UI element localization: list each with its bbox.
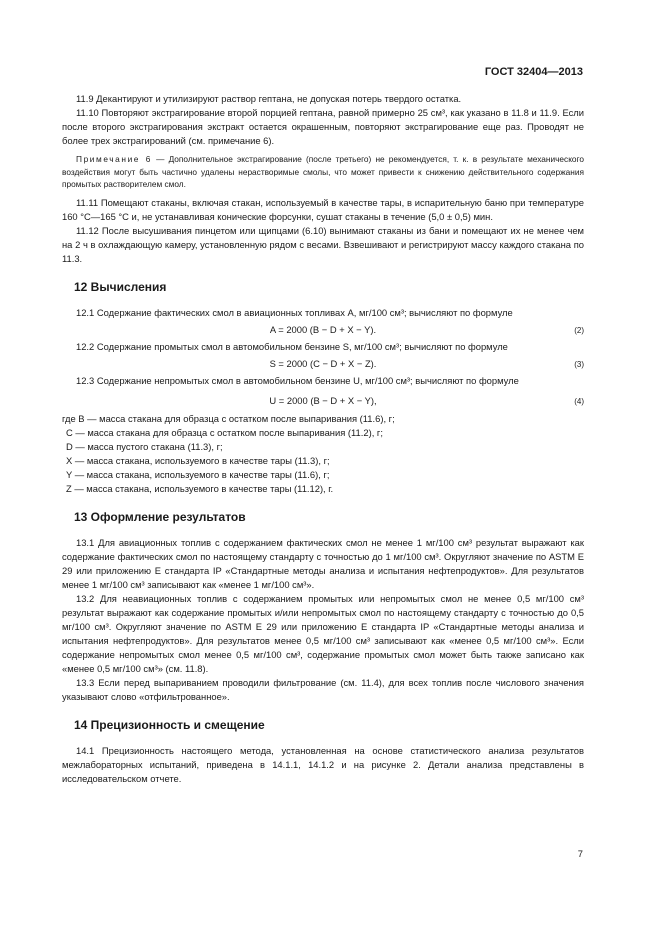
page-number: 7 (577, 848, 583, 859)
definition-c: C — масса стакана для образца с остатком после выпаривания (11.2), г; (66, 426, 383, 438)
formula-2-expression: A = 2000 (B − D + X − Y). (269, 323, 377, 335)
paragraph-13-3: 13.3 Если перед выпариванием проводили фильтрование (см. 11.4), для всех топлив после числового значения указывают слово «отфильтрованное». (62, 676, 584, 702)
definition-y: Y — масса стакана, используемого в качестве тары (11.6), г; (66, 468, 330, 480)
variable-definitions (62, 412, 584, 496)
document-header: ГОСТ 32404—2013 (484, 66, 583, 78)
formula-3-number: (3) (574, 359, 584, 369)
note-6-label: Примечание 6 (76, 154, 152, 164)
paragraph-12-2: 12.2 Содержание промытых смол в автомобильном бензине S, мг/100 см³; вычисляют по формуле (76, 340, 508, 352)
paragraph-11-10: 11.10 Повторяют экстрагирование второй порцией гептана, равной примерно 25 см³, как указано в 11.8 и 11.9. Если после второго экстрагирования экстракт остается окрашенным, повторяют экстрагирование еще раз. Проводят не более трех экстрагирований (см. примечание 6). (62, 107, 584, 146)
page-content (62, 92, 584, 786)
paragraph-11-9: 11.9 Декантируют и утилизируют раствор гептана, не допуская потерь твердого остатка. (76, 93, 462, 104)
formula-2 (62, 323, 584, 337)
formula-4-expression: U = 2000 (B − D + X − Y), (269, 394, 377, 406)
paragraph-13-2: 13.2 Для неавиационных топлив с содержанием промытых или непромытых смол не менее 0,5 мг/100 см³ результат выражают как содержание промытых и/или непромытых смол по настоящему стандарту с точностью до 0,5 мг/100 см³. Округляют значение по ASTM E 29 или приложению E стандарта IP «Стандартные методы анализа и испытания нефтепродуктов». Для результатов менее 0,5 мг/100 см³ записывают как «менее 0,5 мг/100 см³». Если содержание непромытых смол менее 0,5 мг/100 см³, содержание промытых смол может быть также записано как «менее 0,5 мг/100 см³» (см. 11.8). (62, 592, 584, 674)
definition-d: D — масса пустого стакана (11.3), г; (66, 440, 223, 452)
formula-3 (62, 357, 584, 371)
paragraph-13-1: 13.1 Для авиационных топлив с содержанием фактических смол не менее 1 мг/100 см³ результат выражают как содержание фактических смол по настоящему стандарту с точностью до 1 мг/100 см³. Округляют значение по ASTM E 29 или приложению E стандарта IP «Стандартные методы анализа и испытания нефтепродуктов». Для результатов менее 1 мг/100 см³ записывают как «менее 1 мг/100 см³». (62, 536, 584, 590)
formula-4 (62, 394, 584, 408)
section-12-title: 12 Вычисления (74, 279, 167, 294)
paragraph-11-12: 11.12 После высушивания пинцетом или щипцами (6.10) вынимают стаканы из бани и помещают их не менее чем на 2 ч в охлаждающую камеру, установленную рядом с весами. Взвешивают и регистрируют массу каждого стакана по 11.3. (62, 224, 584, 264)
paragraph-14-1: 14.1 Прецизионность настоящего метода, установленная на основе статистического анализа результатов межлабораторных испытаний, приведена в 14.1.1, 14.1.2 и на рисунке 2. Детали анализа представлены в исследовательском отчете. (62, 744, 584, 784)
paragraph-11-11: 11.11 Помещают стаканы, включая стакан, используемый в качестве тары, в испарительную баню при температуре 160 °С—165 °С и, не устанавливая конические форсунки, сушат стаканы в течение (5,0 ± 0,5) мин. (62, 196, 584, 222)
formula-2-number: (2) (574, 325, 584, 335)
section-14-title: 14 Прецизионность и смещение (74, 717, 265, 732)
note-6-text: — Дополнительное экстрагирование (после третьего) не рекомендуется, т. к. в результате механического воздействия могут быть частично удалены нерастворимые смолы, что может привести к снижению действительного содержания промытых растворителем смол. (62, 154, 584, 189)
formula-4-number: (4) (574, 396, 584, 406)
paragraph-12-1: 12.1 Содержание фактических смол в авиационных топливах A, мг/100 см³; вычисляют по формуле (76, 306, 513, 318)
note-6 (62, 153, 584, 191)
definition-b: где B — масса стакана для образца с остатком после выпаривания (11.6), г; (62, 412, 395, 424)
section-13-title: 13 Оформление результатов (74, 509, 246, 524)
paragraph-12-3: 12.3 Содержание непромытых смол в автомобильном бензине U, мг/100 см³; вычисляют по формуле (76, 374, 519, 386)
definition-x: X — масса стакана, используемого в качестве тары (11.3), г; (66, 454, 330, 466)
definition-z: Z — масса стакана, используемого в качестве тары (11.12), г. (66, 482, 334, 494)
formula-3-expression: S = 2000 (C − D + X − Z). (269, 357, 377, 369)
